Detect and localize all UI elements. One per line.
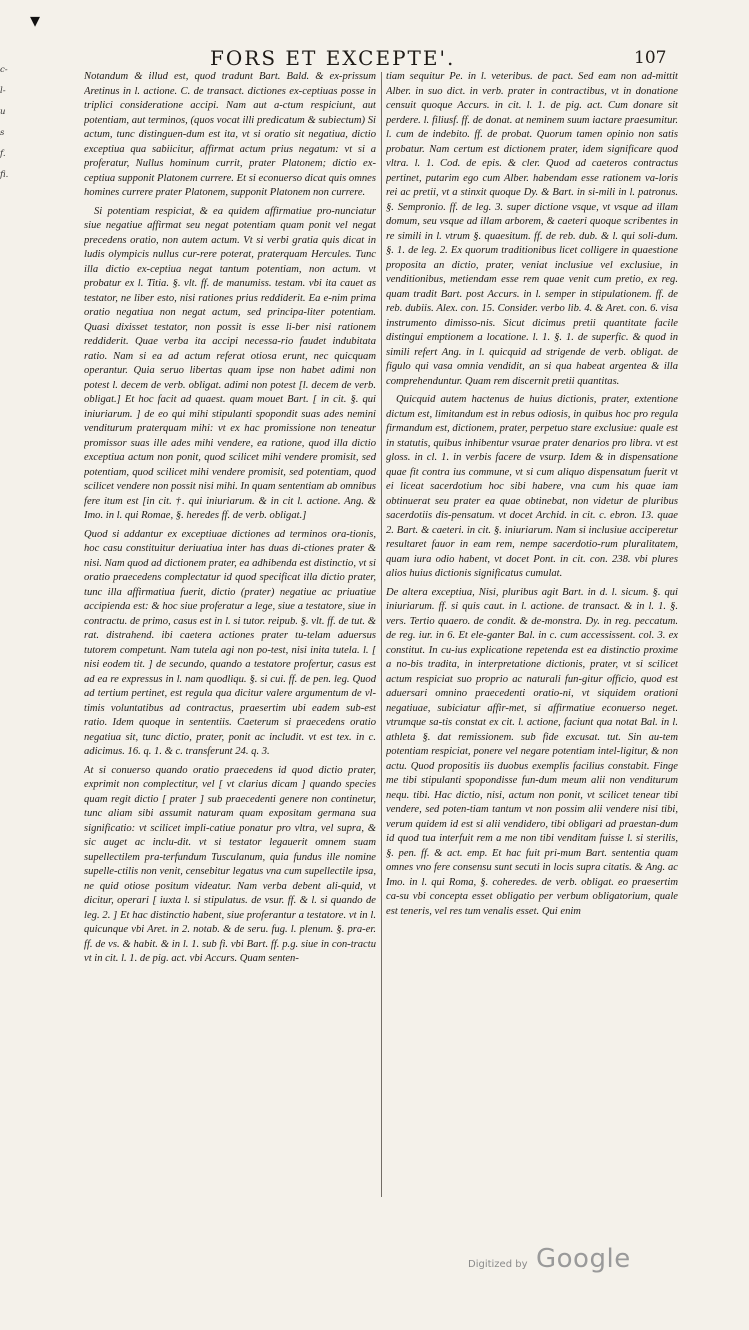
margin-fragment: s (0, 128, 5, 138)
paragraph: Quicquid autem hactenus de huius dictionis, prater, extentione dictum est, limitandum est in rebus odiosis, in quibus hoc pro regula firmandum est, dictionem, prater, perpetuo stare exclusiue: quale est in statutis, quibus inhibentur vsurae prater denarios pro libra. vt est gloss. in cl. 1. in verbis facere de vsurp. Idem & in dispensatione quae fit contra ius commune, vt si cum aliquo dispensatum fuerit vt ei liceat sacerdotium hoc sibi habere, vna cum his quae iam obtinuerat seu prater ea quae obtinebat, non videtur de pluribus sacerdotiis dis-pensatum. vt docet Archid. in cit. c. ebron. 13. quae 2. Bart. & caeteri. in cit. §. iniuriarum. Nam si inclusiue acciperetur resultaret fauor in eam rem, nempe sacerdotio-rum pluralitatem, quam iura odio habent, vt docet Pont. in cit. con. 238. vbi plures alios huius dictionis significatus cumulat. (386, 394, 678, 579)
text-columns (84, 70, 682, 1200)
left-column (84, 70, 376, 1200)
google-watermark (468, 1244, 698, 1278)
google-logo: Google (536, 1244, 631, 1274)
running-header (0, 46, 749, 72)
margin-fragment: f. (0, 149, 6, 159)
margin-fragment: c- (0, 65, 8, 75)
paragraph: De altera exceptiua, Nisi, pluribus agit Bart. in d. l. sicum. §. qui iniuriarum. ff. si quis caut. in l. actione. de transact. & in l. 1. §. vers. Tertio quaero. de condit. & de-monstra. Dy. in reg. peccatum. de reg. iur. in 6. Et ele-ganter Bal. in c. cum accessissent. col. 3. ex constitut. In cu-ius explicatione repetenda est ea distinctio proxime a no-bis tradita, in interpretatione dictionis, prater, vt si scilicet actum respiciat suo proprio ac naturali fun-gitur officio, quod est aduersari omnino praecedenti oratio-ni, vt siquidem orationi negatiuae, subiciatur affir-met, si affirmatiue econuerso neget. vtrumque sa-tis constat ex cit. l. actione, faciunt qua notat Bal. in l. athleta §. dat remissionem. sub fide excusat. tut. Sin au-tem potentiam respiciat, ponere vel negare potentiam intel-ligitur, & non actu. Quod propositis iis duobus exemplis facilius constabit. Finge me tibi stipulanti spopondisse fun-dum meum alii non venditurum nequ. tibi. Hac dictio, nisi, actum non ponit, vt scilicet tenear tibi vendere, sed poten-tiam tantum vt non possim alii vendere nisi tibi, verum quidem id est si alii vendidero, tibi obligari ad praestan-dum id quod tua interfuit rem a me non tibi venditam fuisse l. si sterilis, §. pen. ff. & act. emp. Et hac fuit pri-mum Bart. sententia quam omnes vno fere consensu sunt secuti in locis supra citatis. & Ang. ac Imo. in l. qui Roma, §. coheredes. de verb. obligat. eo praesertim ca-su vbi concepta esset obligatio per verbum obligatorium, quale est teneris, vel res tum venalis esset. Qui enim (386, 586, 678, 917)
binding-mark: ▾ (30, 8, 41, 32)
paragraph: Quod si addantur ex exceptiuae dictiones ad terminos ora-tionis, hoc casu constituitur deriuatiua inter has duas di-ctiones prater & nisi. Nam quod ad dictionem prater, ea adhibenda est distinctio, vt si oratio praecedens complectatur id quod specificat illa dictio prater, tunc illa affirmatiua fuerit, dictio (prater) negatiue ac priuatiue accipienda est: & hoc siue proferatur a lege, siue a testatore, siue in contractu. de primo, casus est in l. si tutor. reipub. §. vlt. ff. de tut. & rat. distrahend. ibi caetera actiones prater tu-telam aduersus tutorem competunt. Nam tutela agi non po-test, nisi inita tutela. l. [ nisi eodem tit. ] de secundo, quando a testatore profertur, casus est ad ea re expressus in l. nam quodliqu. §. si cui. ff. de pen. leg. Quod ad tertium pertinet, est regula qua dicitur valere argumentum de vl-timis voluntatibus ad contractus, praesertim ubi eadem sub-est ratio. Idem quoque in sententiis. Caeterum si praecedens oratio negatiua sit, tunc dictio, prater, ponit ac includit. vt est tex. in c. adicimus. 16. q. 1. & c. transferunt 24. q. 3. (84, 528, 376, 757)
page-number: 107 (634, 48, 667, 68)
margin-fragment: fi. (0, 170, 9, 180)
paragraph: Notandum & illud est, quod tradunt Bart. Bald. & ex-prissum Aretinus in l. actione. C. de transact. dictiones ex-ceptiuas posse in triplici consideratione accipi. Nam aut a-ctum respiciunt, aut potentiam, aut terminos, (quos vocat illi predicatum & subiectum) Si actum, tunc distinguen-dum est ita, vt si oratio sit negatiua, dictio exceptiua qua sabiicitur, affirmat actum prius negatum: vt si a proferatur, Nullus hominum currit, prater Platonem; dictio ex-ceptiua supponit Platonem currere. Et si econuerso dicat quis omnes homines currere prater Platonem, supponit Platonem non currere. (84, 71, 376, 198)
right-column (386, 70, 678, 1200)
paragraph: At si conuerso quando oratio praecedens id quod dictio prater, exprimit non complectitur, vel [ vt clarius dicam ] quando species quam regit dictio [ prater ] sub praecedenti genere non continetur, tunc aliam sibi assumit naturam quam expositam germana sua significatio: vt scilicet impli-catiue ponatur pro vltra, vel supra, & sic auget ac inclu-dit. vt si testator legauerit omnem suam supellectilem pra-terfundum Tusculanum, quia fundus ille nomine supelle-ctilis non venit, censebitur legatus vna cum supellectile ipsa, ne quid otiose positum videatur. Nam verba debent ali-quid, vt dicitur, operari [ iuxta l. si stipulatus. de vsur. ff. & l. si quando de leg. 2. ] Et hac distinctio habent, siue proferantur a testatore. vt in l. quicunque vbi Aret. in 2. notab. & de seru. fug. l. plenum. §. pra-er. ff. de vs. & habit. & in l. 1. sub fi. vbi Bart. ff. p.g. siue in con-tractu vt in cit. l. 1. de pig. act. vbi Accurs. Quam senten- (84, 764, 376, 964)
margin-fragment: l- (0, 86, 6, 96)
paragraph: Si potentiam respiciat, & ea quidem affirmatiue pro-nunciatur siue negatiue affirmat seu negat potentiam quam ponit vel negat precedens oratio, non autem actum. Vt si verbi gratia quis dicat in ludis olympicis nullus cur-rere poterat, praterquam Hercules. Tunc illa dictio ex-ceptiua negat tantum potentiam, non actum. vt probatur ex l. Titia. §. vlt. ff. de manumiss. testam. vbi ita cauet as testator, ne liber esto, nisi rationes prius reddiderit. Ea e-nim prima oratio negatiua non negat actum, sed principa-liter potentiam. Quasi dixisset testator, non possit is esse li-ber nisi rationem reddiderit. Quae verba ita accipi necessa-rio faudet indubitata ratio. Nam si ea ad actum referat otiosa erunt, nec quicquam operantur. Quia seruo libertas quam ipse non habet adimi non potest l. decem de verb. obligat. adimi non potest [l. decem de verb. obligat.] Et hoc facit ad quaest. quam mouet Bart. [ in cit. §. qui iniuriarum. ] de eo qui mihi stipulanti spopondit suas ades nemini venditurum praterquam mihi: vt ex hac promissione non teneatur promissor suas ille ades mihi vendere, ea ratione, quod illa dictio exceptiua actum non ponit, quod scilicet mihi vendere promisit, sed potentiam, quod scilicet mihi vendere promisit, sed potentiam, quod scilicet vendere non possit nisi mihi. In quam sententiam ab omnibus fere itum est [in cit. †. qui iniuriarum. & in cit l. actione. Ang. & Imo. in l. qui Romae, §. heredes ff. de verb. obligat.] (84, 205, 376, 521)
left-margin-fragments (0, 60, 14, 186)
paragraph: tiam sequitur Pe. in l. veteribus. de pact. Sed eam non ad-mittit Alber. in suo dict. in verb. prater in contractibus, vt in donatione censuit quoque Accurs. in cit. l. 1. de pig. act. Cum donare sit perdere. l. filiusf. ff. de donat. at neminem suum iactare praesumitur. l. cum de indebito. ff. de probat. Quorum tamen opinio non satis probatur. Nam certum est dictionem prater, idem significare quod vltra. l. 1. Cod. de epis. & cler. Quod ad caeteros contractus pertinet, putarim ego cum Alber. habendam esse rationem va-loris rei ac pretii, vt a stinxit quoque Dy. & Bart. in si-mili in l. patronus. §. Sempronio. ff. de leg. 3. super dictione vsque, vt vsque ad illam domum, seu vsque ad illam arborem, & caeteri quoque scribentes in re simili in l. vtrum §. quaesitum. ff. de reb. dub. & l. qui soli-dum. §. 1. de leg. 2. Ex quorum traditionibus licet colligere in quaestione proposita an dictio, prater, veniat inclusiue vel exclusiue, in venditionibus, metiendam esse rem quae venit cum pretio, ex reg. quam tradit Bart. post Accurs. in l. semper in stipulationem. ff. de reb. dubiis. Alex. con. 15. Consider. verbo lib. 4. & Aret. con. 6. visa instrumento dimisso-nis. Sicut dicimus pretii quantitate facile distingui emptionem a locatione. l. 1. §. 1. de superfic. & quod in simili refert Ang. in l. quicquid ad strigende de verb. obligat. de figulo qui vasa omnia vendidit, an si qua habeat argentea & illa comprehenduntur. Quam rem discernit pretii quantitas. (386, 71, 678, 387)
margin-fragment: u (0, 107, 6, 117)
running-title: FORS ET EXCEPTE'. (210, 46, 456, 70)
watermark-prefix: Digitized by (468, 1259, 528, 1270)
